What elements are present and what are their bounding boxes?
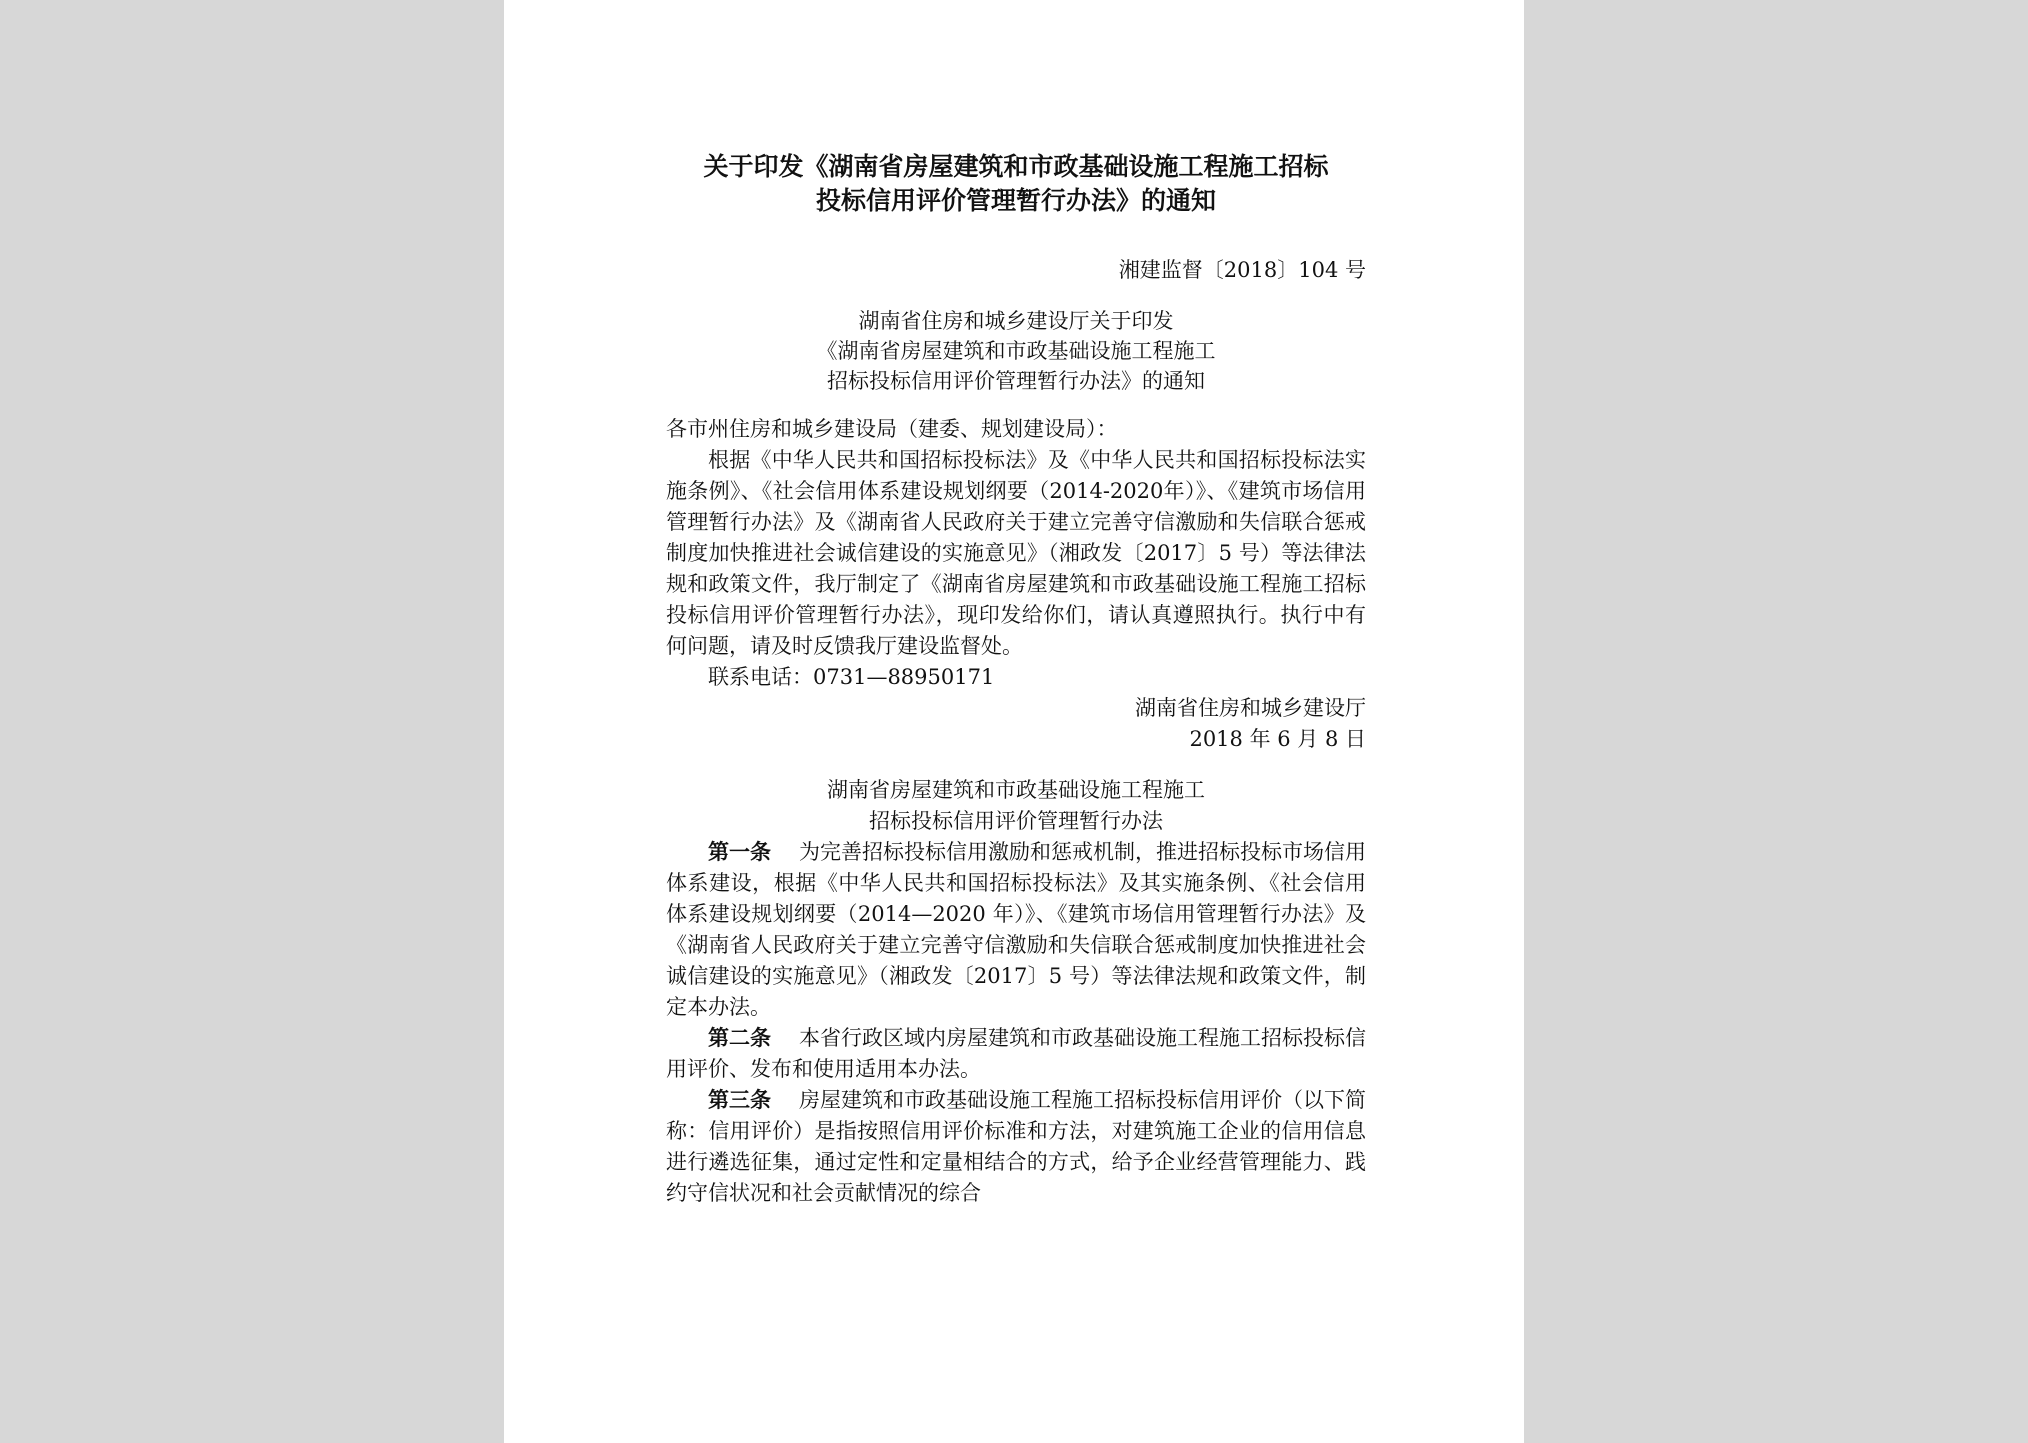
notice-heading-line: 《湖南省房屋建筑和市政基础设施工程施工 [816, 339, 1216, 363]
title-line: 投标信用评价管理暂行办法》的通知 [815, 186, 1216, 215]
measures-heading-line: 招标投标信用评价管理暂行办法 [869, 809, 1163, 833]
article-1 [666, 837, 1366, 1023]
notice-heading-line: 湖南省住房和城乡建设厅关于印发 [858, 309, 1174, 333]
measures-heading [666, 775, 1366, 837]
article-3 [666, 1085, 1366, 1209]
article-text: 本省行政区域内房屋建筑和市政基础设施工程施工招标投标信用评价、发布和使用适用本办法。 [666, 1026, 1366, 1081]
notice-heading [666, 306, 1366, 396]
article-label: 第三条 [708, 1088, 771, 1112]
document-content [666, 150, 1366, 1209]
document-number: 湘建监督〔2018〕104 号 [1118, 258, 1366, 282]
title-line: 关于印发《湖南省房屋建筑和市政基础设施工程施工招标 [703, 152, 1329, 181]
body-paragraph: 根据《中华人民共和国招标投标法》及《中华人民共和国招标投标法实施条例》、《社会信用体系建设规划纲要（2014-2020年）》、《建筑市场信用管理暂行办法》及《湖南省人民政府关于建立完善守信激励和失信联合惩戒制度加快推进社会诚信建设的实施意见》（湘政发〔2017〕5 号）等法律法规和政策文件，我厅制定了《湖南省房屋建筑和市政基础设施工程施工招标投标信用评价管理暂行办法》，现印发给你们，请认真遵照执行。执行中有何问题，请及时反馈我厅建设监督处。 [666, 448, 1366, 658]
contact-phone: 联系电话：0731—88950171 [708, 665, 995, 689]
measures-heading-line: 湖南省房屋建筑和市政基础设施工程施工 [827, 778, 1205, 802]
signature-date: 2018 年 6 月 8 日 [1189, 727, 1366, 751]
document-title [666, 150, 1366, 218]
article-label: 第二条 [708, 1026, 771, 1050]
article-text: 房屋建筑和市政基础设施工程施工招标投标信用评价（以下简称：信用评价）是指按照信用评价标准和方法，对建筑施工企业的信用信息进行遴选征集，通过定性和定量相结合的方式，给予企业经营管理能力、践约守信状况和社会贡献情况的综合 [666, 1088, 1366, 1205]
article-label: 第一条 [708, 840, 771, 864]
notice-heading-line: 招标投标信用评价管理暂行办法》的通知 [827, 369, 1205, 393]
signature-organization: 湖南省住房和城乡建设厅 [1135, 696, 1366, 720]
document-page [504, 0, 1524, 1443]
article-2 [666, 1023, 1366, 1085]
article-text: 为完善招标投标信用激励和惩戒机制，推进招标投标市场信用体系建设，根据《中华人民共和国招标投标法》及其实施条例、《社会信用体系建设规划纲要（2014—2020 年）》、《建筑市场信用管理暂行办法》及《湖南省人民政府关于建立完善守信激励和失信联合惩戒制度加快推进社会诚信建设的实施意见》（湘政发〔2017〕5 号）等法律法规和政策文件，制定本办法。 [666, 840, 1366, 1019]
addressee: 各市州住房和城乡建设局（建委、规划建设局）： [666, 417, 1118, 441]
